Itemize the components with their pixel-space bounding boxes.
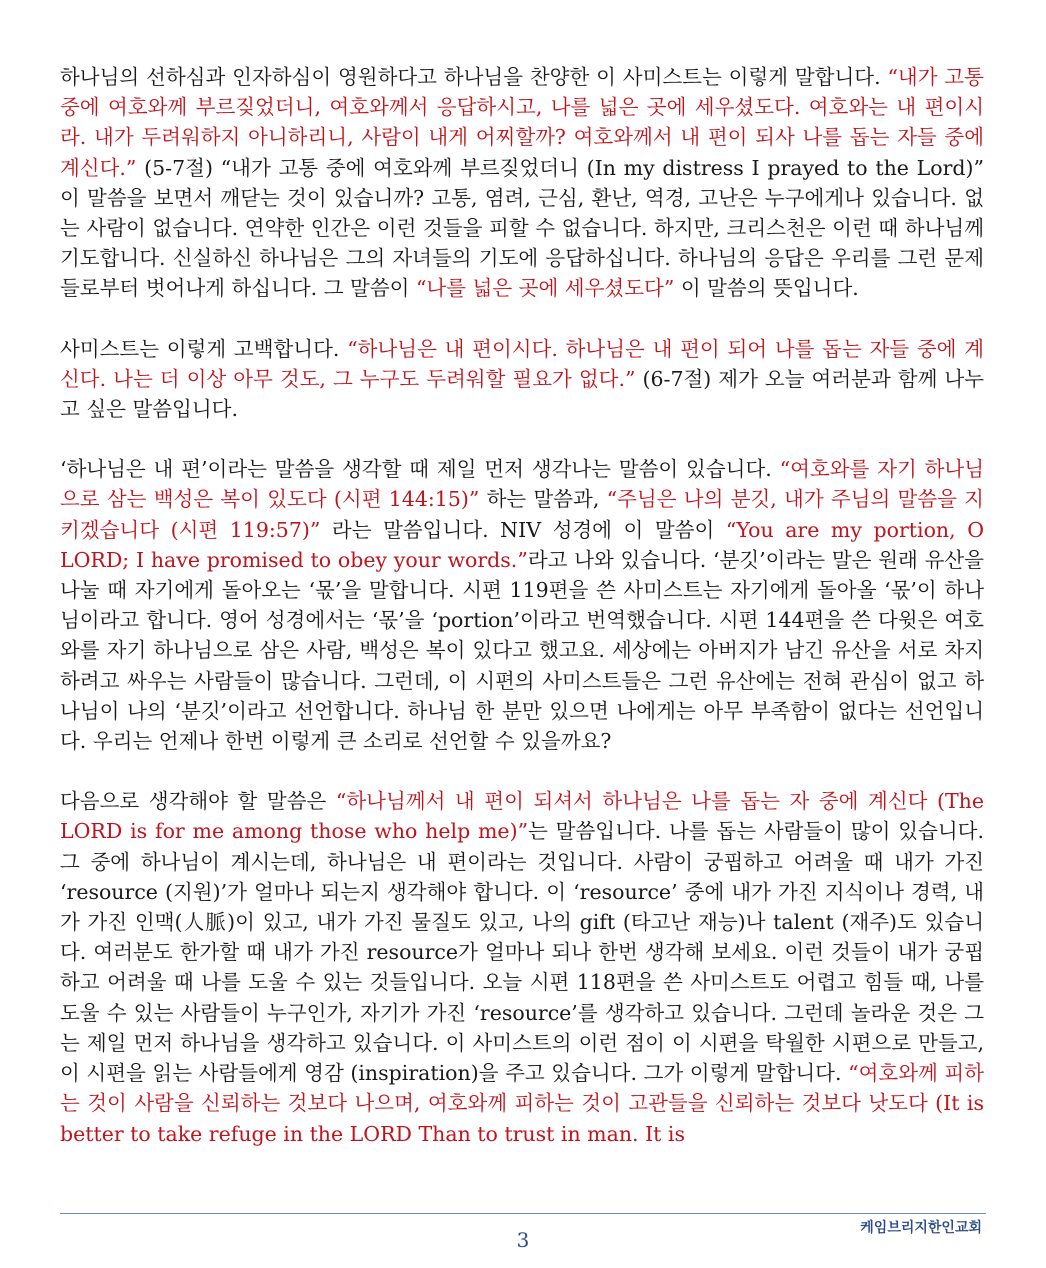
- body-text-segment: 하나님의 선하심과 인자하심이 영원하다고 하나님을 찬양한 이 사미스트는 이렇게 말합니다.: [60, 65, 888, 89]
- scripture-quote: “내가 고통 중에 여호와께 부르짖었더니, 여호와께서 응답하시고, 나를 넓은 곳에 세우셨도다. 여호와는 내 편이시라. 내가 두려워하지 아니하리니, 사람이 내게 어찌할까? 여호와께서 내 편이 되사 나를 돕는 자들 중에 계신다.”: [60, 65, 984, 180]
- document-body: [60, 62, 984, 1179]
- paragraph: [60, 62, 984, 304]
- scripture-quote: “여호와를 자기 하나님으로 삼는 백성은 복이 있도다 (시편 144:15)”: [60, 457, 984, 512]
- body-text-segment: 다음으로 생각해야 할 말씀은: [60, 789, 336, 814]
- body-text-segment: 이 말씀의 뜻입니다.: [674, 276, 859, 301]
- scripture-quote: “여호와께 피하는 것이 사람을 신뢰하는 것보다 나으며, 여호와께 피하는 것이 고관들을 신뢰하는 것보다 낫도다 (It is better to take refuge in the LORD Than to trust in man. It is: [60, 1061, 984, 1146]
- scripture-quote: “You are my portion, O LORD; I have promised to obey your words.”: [60, 517, 984, 572]
- church-name: 케임브리지한인교회: [860, 1220, 982, 1236]
- body-text-segment: ‘하나님은 내 편’이라는 말씀을 생각할 때 제일 먼저 생각나는 말씀이 있습니다.: [60, 457, 780, 482]
- body-text-segment: 사미스트는 이렇게 고백합니다.: [60, 336, 348, 361]
- scripture-quote: “하나님께서 내 편이 되셔서 하나님은 나를 돕는 자 중에 계신다 (The LORD is for me among those who help me)”: [60, 789, 985, 844]
- page-number: 3: [516, 1228, 530, 1252]
- body-text-segment: (5-7절) “내가 고통 중에 여호와께 부르짖었더니 (In my distress I prayed to the Lord)” 이 말씀을 보면서 깨닫는 것이 있습니까? 고통, 염려, 근심, 환난, 역경, 고난은 누구에게나 있습니다. 없는 사람이 없습니다. 연약한 인간은 이런 것들을 피할 수 없습니다. 하지만, 크리스천은 이런 때 하나님께 기도합니다. 신실하신 하나님은 그의 자녀들의 기도에 응답하십니다. 하나님의 응답은 우리를 그런 문제들로부터 벗어나게 하십니다. 그 말씀이: [60, 155, 984, 301]
- body-text-segment: 하는 말씀과,: [479, 487, 607, 512]
- footer-divider: [60, 1213, 986, 1214]
- body-text-segment: (6-7절) 제가 오늘 여러분과 함께 나누고 싶은 말씀입니다.: [60, 366, 985, 422]
- scripture-quote: “하나님은 내 편이시다. 하나님은 내 편이 되어 나를 돕는 자들 중에 계신다. 나는 더 이상 아무 것도, 그 누구도 두려워할 필요가 없다.”: [60, 336, 984, 391]
- scripture-quote: “주님은 나의 분깃, 내가 주님의 말씀을 지키겠습니다 (시편 119:57)”: [60, 487, 984, 542]
- paragraph: [60, 454, 984, 756]
- body-text-segment: 라고 나와 있습니다. ‘분깃’이라는 말은 원래 유산을 나눌 때 자기에게 돌아오는 ‘몫’을 말합니다. 시편 119편을 쓴 사미스트는 자기에게 돌아올 ‘몫’이 하나님이라고 합니다. 영어 성경에서는 ‘몫’을 ‘portion’이라고 번역했습니다. 시편 144편을 쓴 다윗은 여호와를 자기 하나님으로 삼은 사람, 백성은 복이 있다고 했고요. 세상에는 아버지가 남긴 유산을 서로 차지하려고 싸우는 사람들이 많습니다. 그런데, 이 시편의 사미스트들은 그런 유산에는 전혀 관심이 없고 하나님이 나의 ‘분깃’이라고 선언합니다. 하나님 한 분만 있으면 나에게는 아무 부족함이 없다는 선언입니다. 우리는 언제나 한번 이렇게 큰 소리로 선언할 수 있을까요?: [60, 547, 984, 754]
- body-text-segment: 는 말씀입니다. 나를 돕는 사람들이 많이 있습니다. 그 중에 하나님이 계시는데, 하나님은 내 편이라는 것입니다. 사람이 궁핍하고 어려울 때 내가 가진 ‘resource (지원)’가 얼마나 되는지 생각해야 합니다. 이 ‘resource’ 중에 내가 가진 지식이나 경력, 내가 가진 인맥(人脈)이 있고, 내가 가진 물질도 있고, 나의 gift (타고난 재능)나 talent (재주)도 있습니다. 여러분도 한가할 때 내가 가진 resource가 얼마나 되나 한번 생각해 보세요. 이런 것들이 내가 궁핍하고 어려울 때 나를 도울 수 있는 것들입니다. 오늘 시편 118편을 쓴 사미스트도 어렵고 힘들 때, 나를 도울 수 있는 사람들이 누구인가, 자기가 가진 ‘resource’를 생각하고 있습니다. 그런데 놀라운 것은 그는 제일 먼저 하나님을 생각하고 있습니다. 이 사미스트의 이런 점이 이 시편을 탁월한 시편으로 만들고, 이 시편을 읽는 사람들에게 영감 (inspiration)을 주고 있습니다. 그가 이렇게 말합니다.: [60, 819, 984, 1086]
- paragraph: [60, 334, 984, 425]
- scripture-quote: “나를 넓은 곳에 세우셨도다”: [415, 276, 675, 301]
- paragraph: [60, 786, 984, 1148]
- body-text-segment: 라는 말씀입니다. NIV 성경에 이 말씀이: [320, 517, 726, 542]
